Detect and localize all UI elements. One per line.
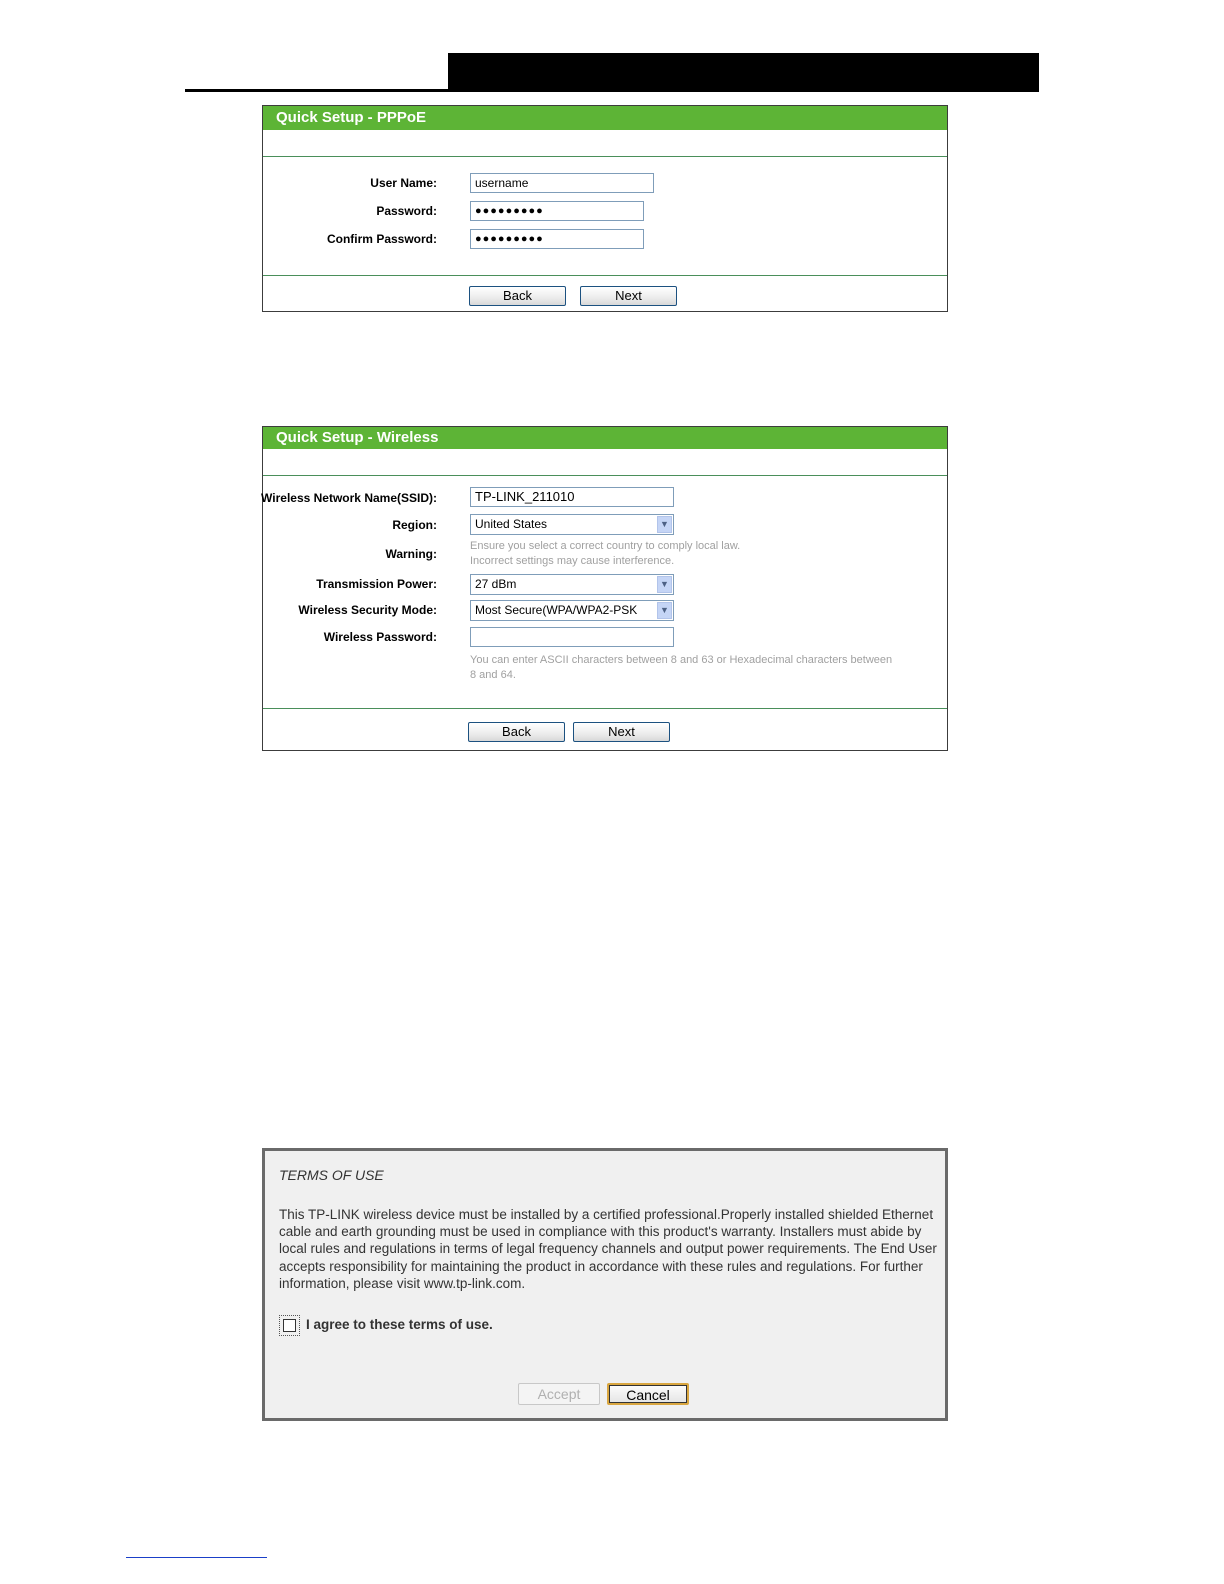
ssid-label: Wireless Network Name(SSID): — [261, 491, 437, 505]
pppoe-panel-divider — [263, 130, 947, 157]
page-header-rule — [185, 89, 1039, 92]
security-mode-select[interactable] — [470, 600, 674, 621]
wireless-panel-title: Quick Setup - Wireless — [263, 427, 947, 449]
ssid-input[interactable]: TP-LINK_211010 — [470, 487, 674, 507]
agree-label[interactable]: I agree to these terms of use. — [306, 1317, 493, 1332]
confirm-password-label: Confirm Password: — [326, 232, 437, 246]
wireless-panel — [262, 426, 948, 751]
warning-line-1: Ensure you select a correct country to comply local law. — [470, 540, 741, 552]
checkbox-icon — [283, 1319, 296, 1332]
password-hint-line-2: 8 and 64. — [470, 669, 516, 681]
username-label: User Name: — [370, 176, 437, 190]
accept-button[interactable]: Accept — [518, 1383, 600, 1405]
chevron-down-icon[interactable]: ▼ — [657, 576, 672, 593]
cancel-button[interactable]: Cancel — [607, 1383, 689, 1405]
security-mode-value: Most Secure(WPA/WPA2-PSK — [475, 603, 638, 617]
security-mode-label: Wireless Security Mode: — [298, 603, 437, 617]
agree-checkbox[interactable] — [279, 1315, 300, 1336]
transmission-power-value: 27 dBm — [475, 577, 517, 591]
warning-text — [470, 539, 740, 569]
region-label: Region: — [392, 518, 437, 532]
transmission-power-label: Transmission Power: — [316, 577, 437, 591]
password-input[interactable]: ●●●●●●●●● — [470, 201, 644, 221]
region-select-value: United States — [475, 517, 548, 531]
chevron-down-icon[interactable]: ▼ — [657, 602, 672, 619]
wireless-panel-footer — [263, 708, 947, 750]
chevron-down-icon[interactable]: ▼ — [657, 516, 672, 533]
pppoe-panel — [262, 105, 948, 312]
terms-title: TERMS OF USE — [279, 1167, 384, 1183]
wireless-password-label: Wireless Password: — [323, 630, 437, 644]
warning-label: Warning: — [385, 547, 437, 561]
password-hint-line-1: You can enter ASCII characters between 8 and 63 or Hexadecimal characters between — [470, 654, 893, 666]
terms-body: This TP-LINK wireless device must be installed by a certified professional.Properly installed shielded Ethernet cable and earth grounding must be used in compliance with this product's warranty. Installers must abide by local rules and regulations in terms of legal frequency channels and output power requirements. The End User accepts responsibility for maintaining the product in accordance with these rules and regulations. For further information, please visit www.tp-link.com. — [279, 1207, 937, 1291]
username-input[interactable]: username — [470, 173, 654, 193]
password-hint — [470, 653, 892, 683]
wireless-back-button[interactable]: Back — [468, 722, 565, 742]
wireless-password-input[interactable] — [470, 627, 674, 647]
terms-dialog — [262, 1148, 948, 1421]
page-header-bar — [448, 53, 1039, 91]
transmission-power-select[interactable] — [470, 574, 674, 595]
confirm-password-input[interactable]: ●●●●●●●●● — [470, 229, 644, 249]
region-select[interactable] — [470, 514, 674, 535]
pppoe-panel-title: Quick Setup - PPPoE — [263, 106, 947, 130]
pppoe-back-button[interactable]: Back — [469, 286, 566, 306]
pppoe-panel-footer — [263, 275, 947, 311]
wireless-next-button[interactable]: Next — [573, 722, 670, 742]
wireless-panel-divider — [263, 449, 947, 476]
warning-line-2: Incorrect settings may cause interference. — [470, 555, 675, 567]
footer-link-underline — [126, 1557, 267, 1558]
password-label: Password: — [376, 204, 437, 218]
pppoe-next-button[interactable]: Next — [580, 286, 677, 306]
